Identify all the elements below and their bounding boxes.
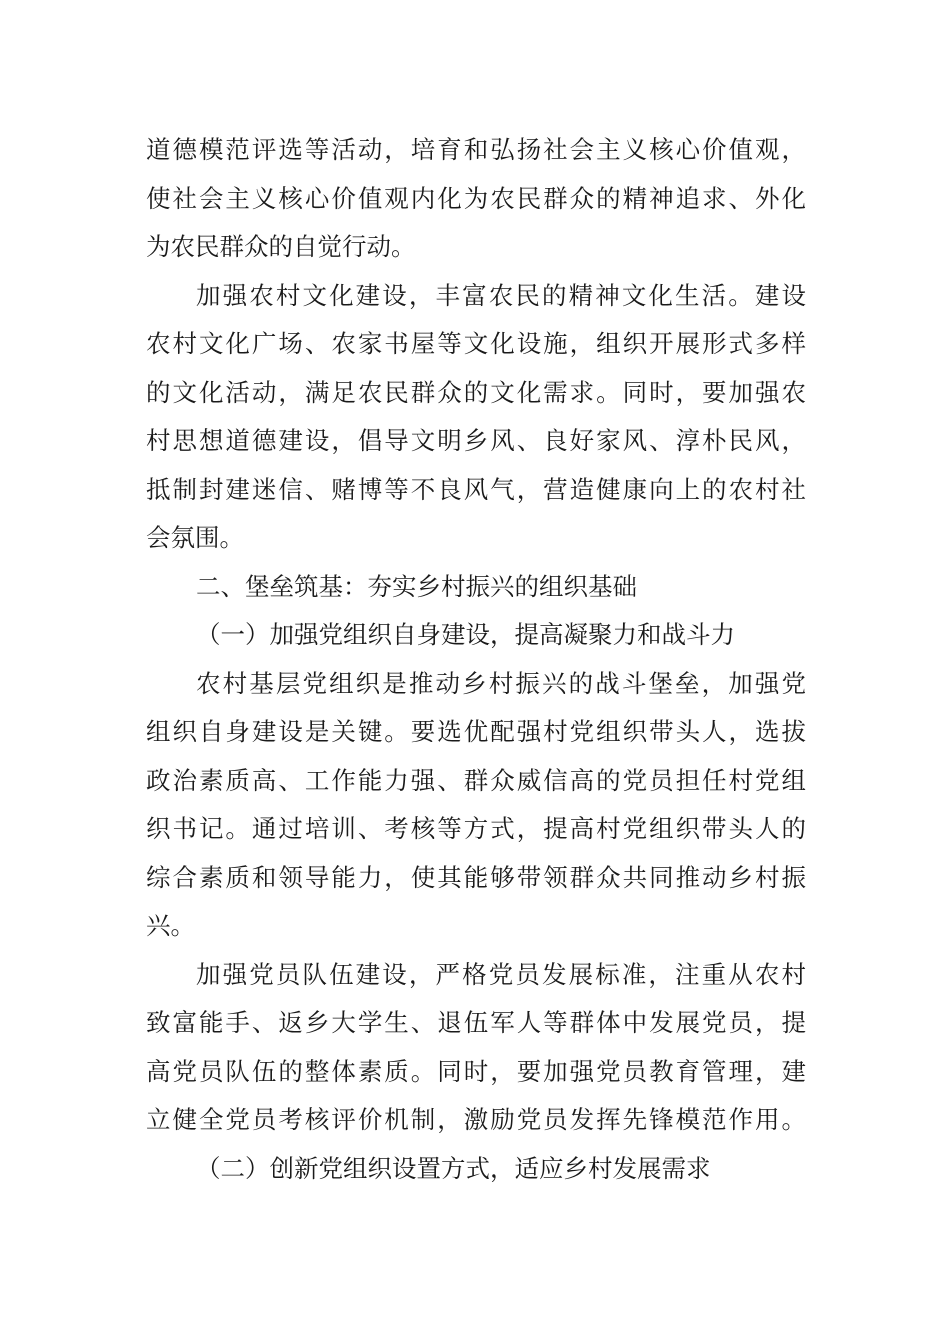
text-line: 组织自身建设是关键。要选优配强村党组织带头人，选拔 xyxy=(146,717,806,746)
text-line: 抵制封建迷信、赌博等不良风气，营造健康向上的农村社 xyxy=(146,474,806,504)
paragraph-first-line: 加强党员队伍建设，严格党员发展标准，注重从农村 xyxy=(196,959,806,989)
text-line: 村思想道德建设，倡导文明乡风、良好家风、淳朴民风， xyxy=(146,426,806,455)
subsection-heading: （一）加强党组织自身建设，提高凝聚力和战斗力 xyxy=(196,620,735,649)
text-line: 高党员队伍的整体素质。同时，要加强党员教育管理，建 xyxy=(146,1056,806,1086)
text-line: 织书记。通过培训、考核等方式，提高村党组织带头人的 xyxy=(146,814,806,843)
text-line: 道德模范评选等活动，培育和弘扬社会主义核心价值观， xyxy=(146,135,806,164)
text-line: 致富能手、返乡大学生、退伍军人等群体中发展党员，提 xyxy=(146,1008,806,1037)
text-line: 综合素质和领导能力，使其能够带领群众共同推动乡村振 xyxy=(146,862,806,892)
subsection-heading: （二）创新党组织设置方式，适应乡村发展需求 xyxy=(196,1153,711,1183)
text-line: 使社会主义核心价值观内化为农民群众的精神追求、外化 xyxy=(146,183,806,213)
text-line: 为农民群众的自觉行动。 xyxy=(146,232,416,261)
text-line: 政治素质高、工作能力强、群众威信高的党员担任村党组 xyxy=(146,765,806,795)
document-body xyxy=(146,126,806,1193)
text-line: 会氛围。 xyxy=(146,523,244,552)
text-line: 的文化活动，满足农民群众的文化需求。同时，要加强农 xyxy=(146,377,806,407)
text-line: 立健全党员考核评价机制，激励党员发挥先锋模范作用。 xyxy=(146,1105,806,1134)
text-line: 兴。 xyxy=(146,911,195,940)
paragraph-first-line: 加强农村文化建设，丰富农民的精神文化生活。建设 xyxy=(196,280,806,310)
text-line: 农村文化广场、农家书屋等文化设施，组织开展形式多样 xyxy=(146,329,806,358)
paragraph-first-line: 农村基层党组织是推动乡村振兴的战斗堡垒，加强党 xyxy=(196,668,806,698)
section-heading: 二、堡垒筑基：夯实乡村振兴的组织基础 xyxy=(196,571,637,601)
